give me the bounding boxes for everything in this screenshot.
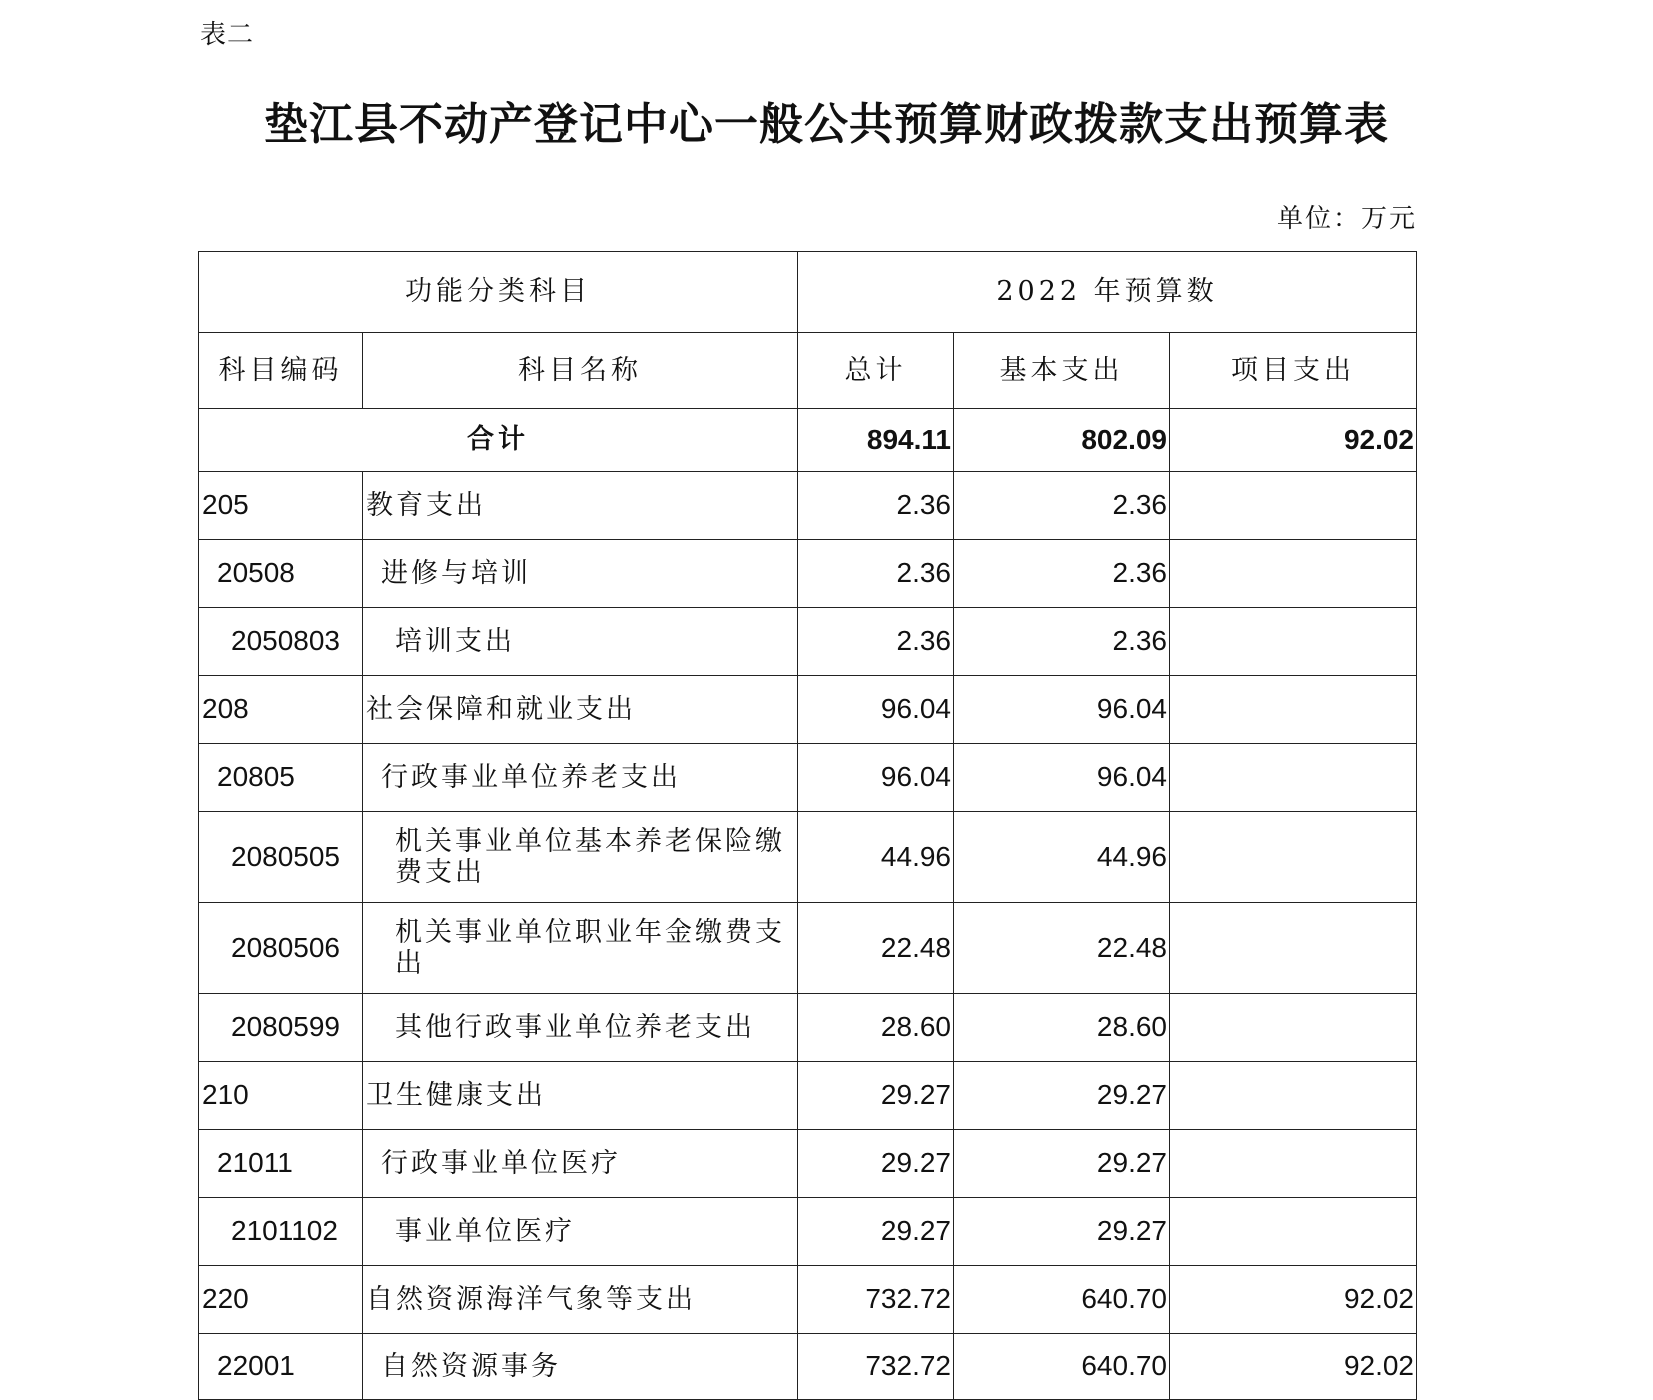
row-code: 22001 bbox=[199, 1334, 363, 1400]
row-project bbox=[1170, 472, 1417, 540]
header-code: 科目编码 bbox=[199, 333, 363, 409]
row-code: 208 bbox=[199, 676, 363, 744]
row-basic: 29.27 bbox=[954, 1130, 1170, 1198]
row-name: 培训支出 bbox=[363, 608, 798, 676]
row-basic: 29.27 bbox=[954, 1062, 1170, 1130]
header-func-class: 功能分类科目 bbox=[199, 252, 798, 333]
row-name: 行政事业单位医疗 bbox=[363, 1130, 798, 1198]
row-code: 2080599 bbox=[199, 994, 363, 1062]
row-name: 其他行政事业单位养老支出 bbox=[363, 994, 798, 1062]
row-basic: 2.36 bbox=[954, 540, 1170, 608]
row-basic: 44.96 bbox=[954, 812, 1170, 903]
table-row bbox=[199, 608, 1417, 676]
total-row bbox=[199, 409, 1417, 472]
row-total: 2.36 bbox=[798, 540, 954, 608]
row-project bbox=[1170, 994, 1417, 1062]
row-basic: 29.27 bbox=[954, 1198, 1170, 1266]
row-total: 29.27 bbox=[798, 1198, 954, 1266]
row-code: 210 bbox=[199, 1062, 363, 1130]
row-project bbox=[1170, 1198, 1417, 1266]
row-basic: 22.48 bbox=[954, 903, 1170, 994]
row-total: 96.04 bbox=[798, 744, 954, 812]
table-row bbox=[199, 1266, 1417, 1334]
row-name: 卫生健康支出 bbox=[363, 1062, 798, 1130]
total-project: 92.02 bbox=[1170, 409, 1417, 472]
header-budget-year: 2022 年预算数 bbox=[798, 252, 1417, 333]
table-row bbox=[199, 903, 1417, 994]
row-name: 行政事业单位养老支出 bbox=[363, 744, 798, 812]
table-row bbox=[199, 1198, 1417, 1266]
row-project bbox=[1170, 812, 1417, 903]
row-project bbox=[1170, 540, 1417, 608]
table-row bbox=[199, 676, 1417, 744]
row-name: 进修与培训 bbox=[363, 540, 798, 608]
row-project bbox=[1170, 1062, 1417, 1130]
row-basic: 28.60 bbox=[954, 994, 1170, 1062]
table-row bbox=[199, 994, 1417, 1062]
row-total: 28.60 bbox=[798, 994, 954, 1062]
row-project: 92.02 bbox=[1170, 1334, 1417, 1400]
header-total: 总计 bbox=[798, 333, 954, 409]
total-label: 合计 bbox=[199, 409, 798, 472]
table-row bbox=[199, 812, 1417, 903]
row-project bbox=[1170, 608, 1417, 676]
row-basic: 640.70 bbox=[954, 1266, 1170, 1334]
row-code: 2080506 bbox=[199, 903, 363, 994]
row-code: 2050803 bbox=[199, 608, 363, 676]
row-code: 21011 bbox=[199, 1130, 363, 1198]
row-total: 22.48 bbox=[798, 903, 954, 994]
row-total: 2.36 bbox=[798, 608, 954, 676]
row-code: 20508 bbox=[199, 540, 363, 608]
row-name: 教育支出 bbox=[363, 472, 798, 540]
row-project bbox=[1170, 744, 1417, 812]
row-code: 2080505 bbox=[199, 812, 363, 903]
table-row bbox=[199, 1130, 1417, 1198]
total-total: 894.11 bbox=[798, 409, 954, 472]
row-total: 2.36 bbox=[798, 472, 954, 540]
row-basic: 96.04 bbox=[954, 744, 1170, 812]
unit-label: 单位：万元 bbox=[1276, 204, 1417, 234]
row-name: 事业单位医疗 bbox=[363, 1198, 798, 1266]
row-basic: 640.70 bbox=[954, 1334, 1170, 1400]
row-total: 29.27 bbox=[798, 1130, 954, 1198]
row-project bbox=[1170, 903, 1417, 994]
row-code: 220 bbox=[199, 1266, 363, 1334]
row-total: 732.72 bbox=[798, 1266, 954, 1334]
row-name: 自然资源事务 bbox=[363, 1334, 798, 1400]
row-total: 96.04 bbox=[798, 676, 954, 744]
page-title: 垫江县不动产登记中心一般公共预算财政拨款支出预算表 bbox=[264, 99, 1389, 150]
row-total: 44.96 bbox=[798, 812, 954, 903]
row-basic: 2.36 bbox=[954, 608, 1170, 676]
table-row bbox=[199, 744, 1417, 812]
row-code: 205 bbox=[199, 472, 363, 540]
table-row bbox=[199, 472, 1417, 540]
row-name: 机关事业单位职业年金缴费支出 bbox=[363, 903, 798, 994]
row-basic: 96.04 bbox=[954, 676, 1170, 744]
row-code: 2101102 bbox=[199, 1198, 363, 1266]
row-total: 29.27 bbox=[798, 1062, 954, 1130]
row-basic: 2.36 bbox=[954, 472, 1170, 540]
row-project bbox=[1170, 676, 1417, 744]
row-project bbox=[1170, 1130, 1417, 1198]
budget-table bbox=[198, 251, 1417, 1400]
row-total: 732.72 bbox=[798, 1334, 954, 1400]
total-basic: 802.09 bbox=[954, 409, 1170, 472]
table-row bbox=[199, 1062, 1417, 1130]
row-name: 机关事业单位基本养老保险缴费支出 bbox=[363, 812, 798, 903]
row-code: 20805 bbox=[199, 744, 363, 812]
header-project: 项目支出 bbox=[1170, 333, 1417, 409]
row-name: 自然资源海洋气象等支出 bbox=[363, 1266, 798, 1334]
header-basic: 基本支出 bbox=[954, 333, 1170, 409]
table-row bbox=[199, 540, 1417, 608]
row-project: 92.02 bbox=[1170, 1266, 1417, 1334]
table-number-label: 表二 bbox=[200, 20, 255, 50]
header-name: 科目名称 bbox=[363, 333, 798, 409]
row-name: 社会保障和就业支出 bbox=[363, 676, 798, 744]
